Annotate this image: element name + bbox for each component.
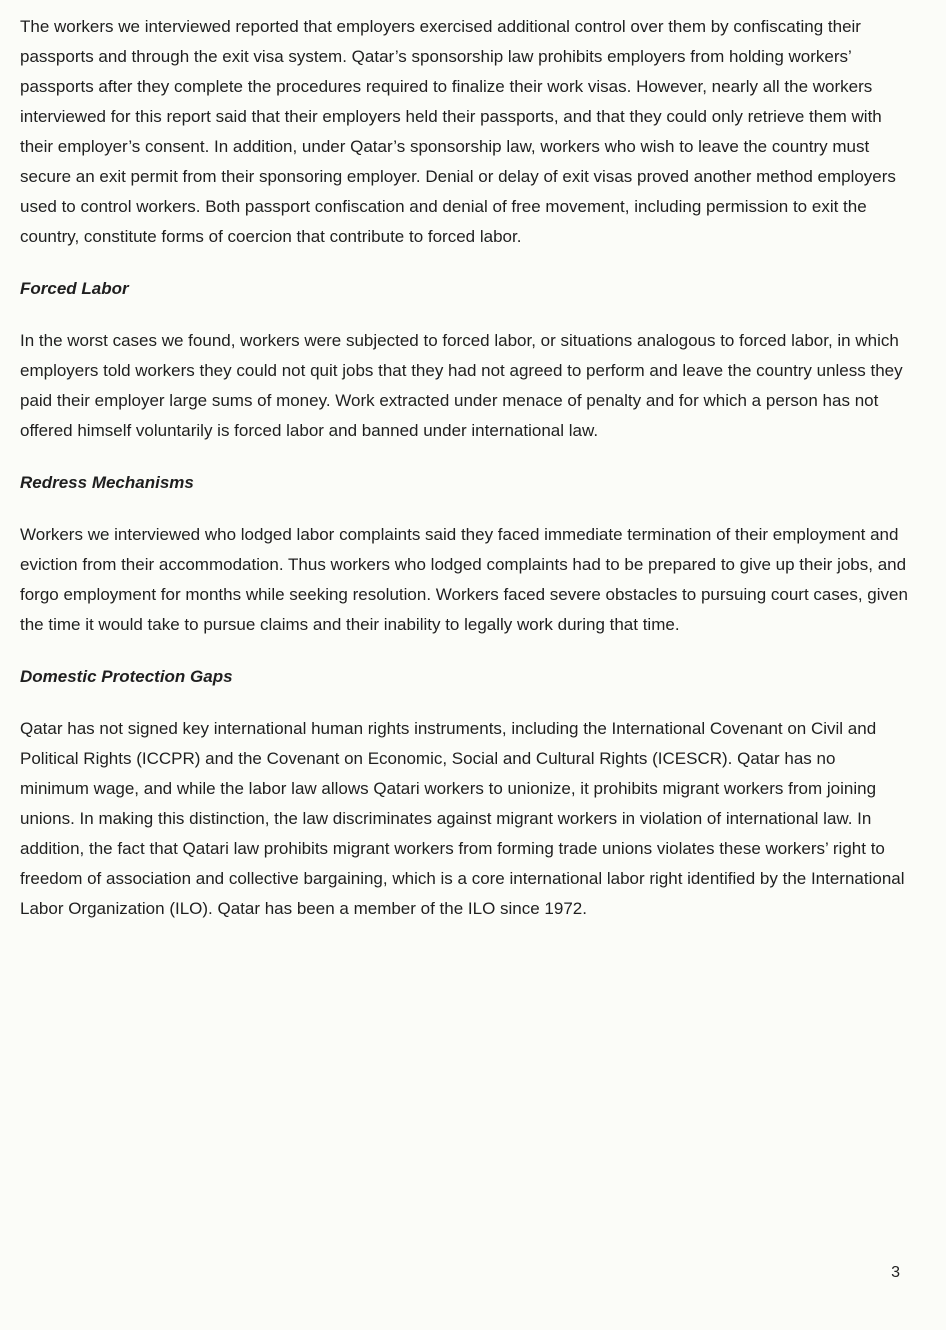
paragraph-forced-labor: In the worst cases we found, workers were subjected to forced labor, or situations analogous to forced labor, in which employers told workers they could not quit jobs that they had not agreed to perform and leave the country unless they paid their employer large sums of money. Work extracted under menace of penalty and for which a person has not offered himself voluntarily is forced labor and banned under international law. [20,331,903,440]
page-number: 3 [891,1264,900,1281]
paragraph-domestic-protection-gaps: Qatar has not signed key international human rights instruments, including the International Covenant on Civil and Political Rights (ICCPR) and the Covenant on Economic, Social and Cultural Rights (ICESCR). Qatar has no minimum wage, and while the labor law allows Qatari workers to unionize, it prohibits migrant workers from joining unions. In making this distinction, the law discriminates against migrant workers in violation of international law. In addition, the fact that Qatari law prohibits migrant workers from forming trade unions violates these workers’ right to freedom of association and collective bargaining, which is a core international labor right identified by the International Labor Organization (ILO). Qatar has been a member of the ILO since 1972. [20,719,905,918]
section-heading-redress-mechanisms: Redress Mechanisms [20,473,194,492]
section-heading-forced-labor: Forced Labor [20,279,129,298]
paragraph-redress-mechanisms: Workers we interviewed who lodged labor complaints said they faced immediate termination of their employment and eviction from their accommodation. Thus workers who lodged complaints had to be prepared to give up their jobs, and forgo employment for months while seeking resolution. Workers faced severe obstacles to pursuing court cases, given the time it would take to pursue claims and their inability to legally work during that time. [20,525,908,634]
paragraph-passport-confiscation: The workers we interviewed reported that employers exercised additional control over them by confiscating their passports and through the exit visa system. Qatar’s sponsorship law prohibits employers from holding workers’ passports after they complete the procedures required to finalize their work visas. However, nearly all the workers interviewed for this report said that their employers held their passports, and that they could only retrieve them with their employer’s consent. In addition, under Qatar’s sponsorship law, workers who wish to leave the country must secure an exit permit from their sponsoring employer. Denial or delay of exit visas proved another method employers used to control workers. Both passport confiscation and denial of free movement, including permission to exit the country, constitute forms of coercion that contribute to forced labor. [20,17,896,246]
document-content [20,12,908,924]
section-heading-domestic-protection-gaps: Domestic Protection Gaps [20,667,233,686]
